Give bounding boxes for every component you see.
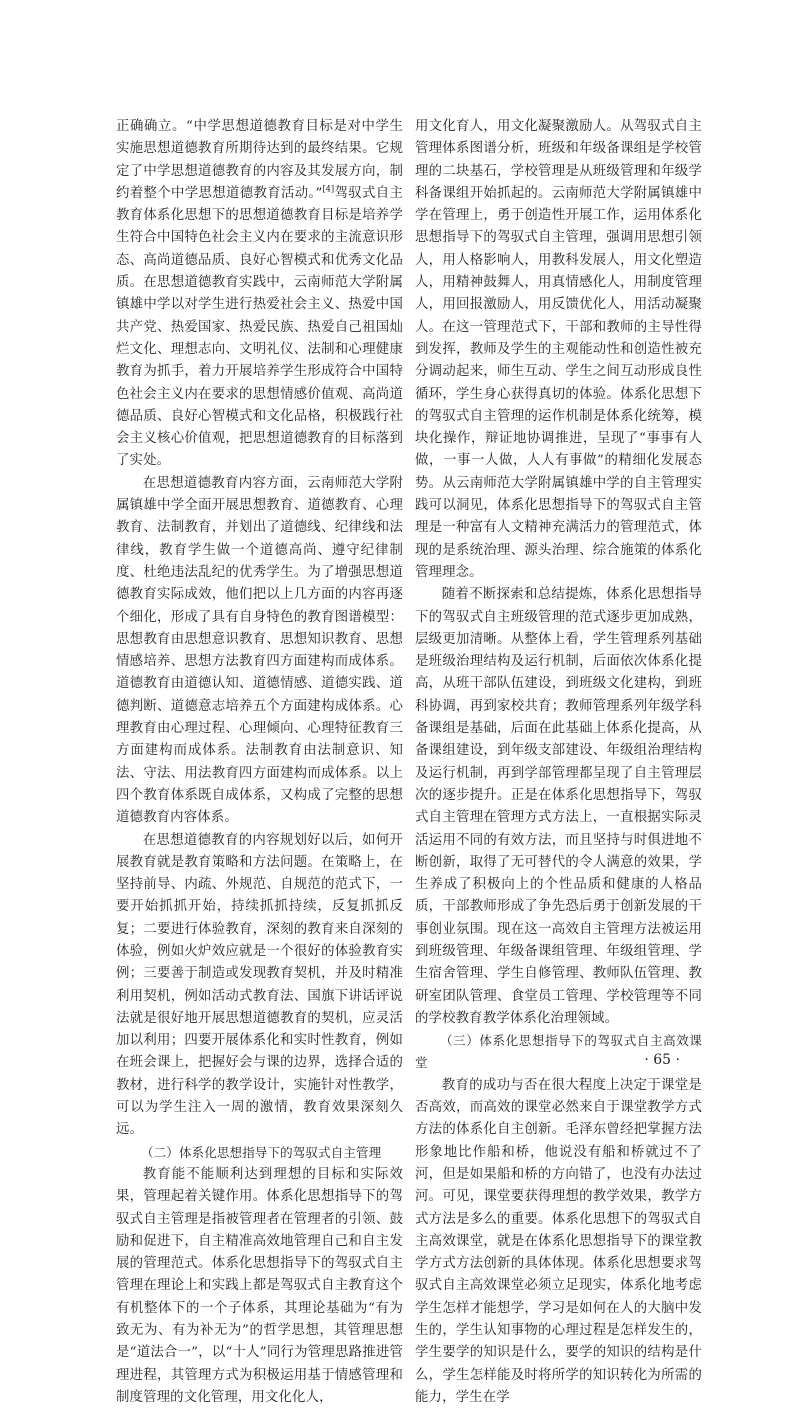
paragraph-objectives — [116, 116, 403, 473]
paragraph-objectives-cont: 驾驭式自主教育体系化思想下的思想道德教育目标是培养学生符合中国特色社会主义内在要求的主流意识形态、高尚道德品质、良好心智模式和优秀文化品质。在思想道德教育实践中，云南师范大学附属镇雄中学以对学生进行热爱社会主义、热爱中国共产党、热爱国家、热爱民族、热爱自己祖国灿烂文化、理想志向、文明礼仪、法制和心理健康教育为抓手，着力开展培养学生形成符合中国特色社会主义内在要求的思想情感价值观、高尚道德品质、良好心智模式和文化品格，积极践行社会主义核心价值观，把思想道德教育的目标落到了实处。 — [116, 185, 404, 469]
paragraph-objectives-text: 正确确立。“中学思想道德教育目标是对中学生实施思想道德教育所期待达到的最终结果。它规定了中学思想道德教育的内容及其发展方向，制约着整个中学思想道德教育活动。” — [116, 119, 403, 201]
citation-ref: [4] — [322, 184, 335, 194]
left-column — [116, 116, 404, 1405]
paragraph-management-cont: 用文化育人，用文化凝聚激励人。从驾驭式自主管理体系图谱分析，班级和年级备课组是学校管理的二块基石，学校管理是从班级管理和年级学科备课组开始抓起的。云南师范大学附属镇雄中学在管理上，勇于创造性开展工作，运用体系化思想指导下的驾驭式自主管理，强调用思想引领人，用人格影响人，用教科发展人，用文化塑造人，用精神鼓舞人，用真情感化人，用制度管理人，用回报激励人，用反馈优化人，用活动凝聚人。在这一管理范式下，干部和教师的主导性得到发挥，教师及学生的主观能动性和创造性被充分调动起来，师生互动、学生之间互动形成良性循环，学生身心获得真切的体验。体系化思想下的驾驭式自主管理的运作机制是体系化统筹，模块化操作，辩证地协调推进，呈现了“事事有人做，一事一人做，人人有事做”的精细化发展态势。从云南师范大学附属镇雄中学的自主管理实践可以洞见，体系化思想指导下的驾驭式自主管理是一种富有人文精神充满活力的管理范式，体现的是系统治理、源头治理、综合施策的体系化管理理念。 — [415, 119, 702, 580]
page-number: · 65 · — [644, 1052, 680, 1068]
paragraph-classroom: 教育的成功与否在很大程度上决定于课堂是否高效，而高效的课堂必然来自于课堂教学方式方法的体系化自主创新。毛泽东曾经把掌握方法形象地比作船和桥，他说没有船和桥就过不了河，但是如果船和桥的方向错了，也没有办法过河。可见，课堂要获得理想的教学效果，教学方式方法是多么的重要。体系化思想下的驾驭式自主高效课堂，就是在体系化思想指导下的课堂教学方式方法创新的具体体现。体系化思想要求驾驭式自主高效课堂必须立足现实，体系化地考虑学生怎样才能想学，学习是如何在人的大脑中发生的，学生认知事物的心理过程是怎样发生的，学生要学的知识是什么，要学的知识的结构是什么，学生怎样能及时将所学的知识转化为所需的能力，学生在学 — [415, 1077, 702, 1405]
section-heading-management: （二）体系化思想指导下的驾驭式自主管理 — [141, 1144, 382, 1160]
paragraph-methods: 在思想道德教育的内容规划好以后，如何开展教育就是教育策略和方法问题。在策略上，在坚持前导、内疏、外规范、自规范的范式下，一要开始抓抓开始，持续抓抓持续，反复抓抓反复；二要进行体验教育，深刻的教育来自深刻的体验，例如火炉效应就是一个很好的体验教育实例；三要善于制造或发现教育契机，并及时精准利用契机，例如活动式教育法、国旗下讲话评说法就是很好地开展思想道德教育的契机，应灵活加以利用；四要开展体系化和实时性教育，例如在班会课上，把握好会与课的边界，选择合适的教材，进行科学的教学设计，实施针对性教学，可以为学生注入一周的激情，教育效果深刻久远。 — [116, 832, 403, 1138]
paragraph-management: 教育能不能顺利达到理想的目标和实际效果，管理起着关键作用。体系化思想指导下的驾驭式自主管理是指被管理者在管理者的引领、鼓励和促进下，自主精准高效地管理自己和自主发展的管理范式。体系化思想指导下的驾驭式自主管理在理论上和实践上都是驾驭式自主教育这个有机整体下的一个子体系，其理论基础为“有为致无为、有为补无为”的哲学思想，其管理思想是“道法合一”，以“十人”同行为管理思路推进管理进程，其管理方式为积极运用基于情感管理和制度管理的文化管理，用文化化人， — [116, 1166, 403, 1405]
section-heading-classroom: （三）体系化思想指导下的驾驭式自主高效课堂 — [415, 1033, 702, 1071]
paragraph-content: 在思想道德教育内容方面，云南师范大学附属镇雄中学全面开展思想教育、道德教育、心理教育、法制教育，并划出了道德线、纪律线和法律线，教育学生做一个道德高尚、遵守纪律制度、杜绝违法乱纪的优秀学生。为了增强思想道德教育实际成效，他们把以上几方面的内容再逐个细化，形成了具有自身特色的教育图谱模型：思想教育由思想意识教育、思想知识教育、思想情感培养、思想方法教育四方面建构而成体系。道德教育由道德认知、道德情感、道德实践、道德判断、道德意志培养五个方面建构成体系。心理教育由心理过程、心理倾向、心理特征教育三方面建构而成体系。法制教育由法制意识、知法、守法、用法教育四方面建构而成体系。以上四个教育体系既自成体系，又构成了完整的思想道德教育内容体系。 — [116, 475, 403, 826]
paragraph-management-levels: 随着不断探索和总结提炼，体系化思想指导下的驾驭式自主班级管理的范式逐步更加成熟，层级更加清晰。从整体上看，学生管理系列基础是班级治理结构及运行机制，后面依次体系化提高，从班干部队伍建设，到班级文化建构，到班科协调，再到家校共育；教师管理系列年级学科备课组是基础，后面在此基础上体系化提高，从备课组建设，到年级支部建设、年级组治理结构及运行机制，再到学部管理都呈现了自主管理层次的逐步提升。正是在体系化思想指导下，驾驭式自主管理在管理方式方法上，一直根据实际灵活运用不同的有效方法，而且坚持与时俱进地不断创新，取得了无可替代的令人满意的效果，学生养成了积极向上的个性品质和健康的人格品质，干部教师形成了争先恐后勇于创新发展的干事创业氛围。现在这一高效自主管理方法被运用到班级管理、年级备课组管理、年级组管理、学生宿舍管理、学生自修管理、教师队伍管理、教研室团队管理、食堂员工管理、学校管理等不同的学校教育教学体系化治理领域。 — [415, 587, 702, 1026]
